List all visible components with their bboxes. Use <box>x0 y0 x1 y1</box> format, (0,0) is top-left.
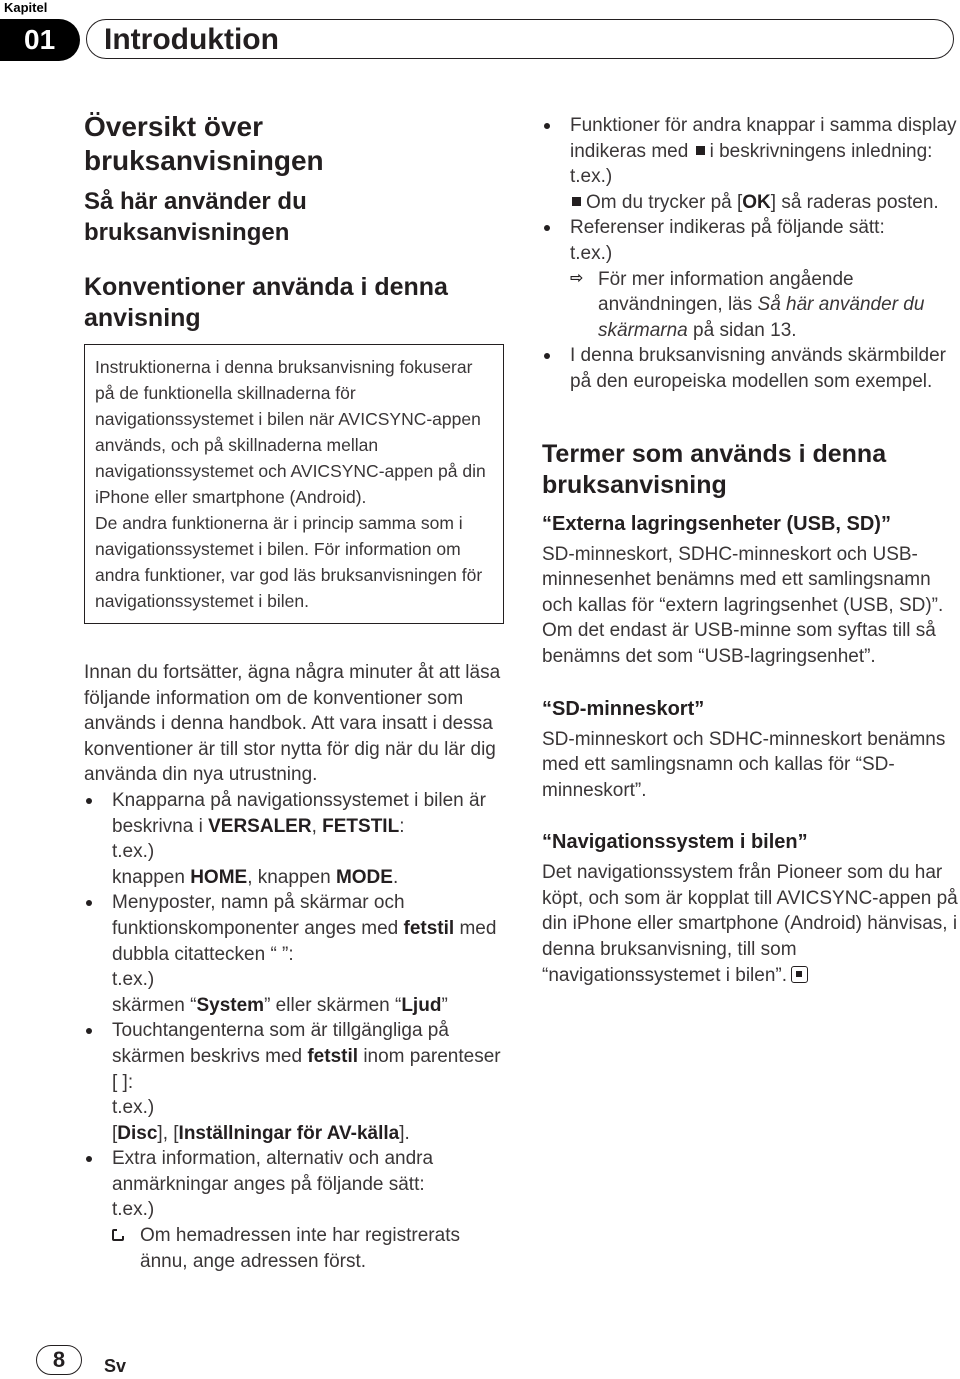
example-text: , knappen <box>247 866 331 888</box>
list-item-text: , <box>311 815 317 837</box>
note-checkbox-icon <box>112 1229 124 1241</box>
reference-text: För mer information angående användningen, läs <box>598 268 854 316</box>
square-marker-icon <box>696 146 705 155</box>
square-marker-icon <box>572 197 581 206</box>
list-item <box>84 788 504 890</box>
note-line <box>112 1223 504 1274</box>
info-box-paragraph-2: De andra funktionerna är i princip samma som i navigationssystemet i bilen. För information om andra funktioner, var god läs bruksanvisningen för navigationssystemet i bilen. <box>95 513 483 611</box>
example-text: ” eller skärmen “ <box>264 994 402 1016</box>
language-code: Sv <box>104 1356 127 1376</box>
list-item-text: I denna bruksanvisning används skärmbilder på den europeiska modellen som exempel. <box>570 345 946 392</box>
page-title: Översikt över bruksanvisningen <box>84 111 324 176</box>
term-heading-sd-card: “SD-minneskort” <box>542 697 705 720</box>
example-label: t.ex.) <box>112 1097 155 1119</box>
conventions-list-continued <box>542 113 960 395</box>
bold-text: FETSTIL <box>322 815 400 837</box>
bold-text: VERSALER <box>208 815 312 837</box>
end-of-section-icon <box>791 966 808 983</box>
chapter-label: Kapitel <box>4 0 48 15</box>
intro-paragraph: Innan du fortsätter, ägna några minuter åt att läsa följande information om de konventioner som används i denna handbok. Att vara insatt i dessa konventioner är till stor nytta för dig när du lär dig använda din nya utrustning. <box>84 662 501 786</box>
example-line <box>570 190 960 216</box>
reference-link-text: Så här använder du skärmarna <box>598 294 925 341</box>
example-text: ] så raderas posten. <box>770 191 939 213</box>
term-heading-navigation-system: “Navigationssystem i bilen” <box>542 831 808 854</box>
example-label: t.ex.) <box>112 1199 155 1221</box>
term-heading-external-storage: “Externa lagringsenheter (USB, SD)” <box>542 512 891 535</box>
right-column <box>542 113 960 988</box>
conventions-list <box>84 788 504 1274</box>
section-heading-conventions: Konventioner använda i denna anvisning <box>84 273 448 332</box>
list-item <box>84 1018 504 1146</box>
example-line <box>112 865 504 891</box>
list-item-text: Knapparna på navigationssystemet i bilen är beskrivna i <box>112 789 486 837</box>
list-item <box>542 113 960 215</box>
example-text: [ <box>112 1122 118 1144</box>
bold-text: HOME <box>190 866 248 888</box>
list-item-text: Menyposter, namn på skärmar och funktionskomponenter anges med <box>112 892 405 939</box>
example-label: t.ex.) <box>112 969 155 991</box>
example-text: ” <box>441 994 448 1016</box>
info-box <box>84 344 504 624</box>
reference-text: på sidan 13. <box>693 319 797 341</box>
bold-text: Ljud <box>401 994 442 1016</box>
list-item-text: med dubbla citattecken “ ”: <box>112 917 497 965</box>
bold-text: OK <box>742 191 771 213</box>
example-text: skärmen “ <box>112 994 197 1016</box>
term-body-navigation-system <box>542 860 960 988</box>
term-body-external-storage: SD-minneskort, SDHC-minneskort och USB-minnesenhet benämns med ett samlingsnamn och kallas för “extern lagringsenhet (USB, SD)”. Om det endast är USB-minne som syftas till så benämns det som “USB-lagringsenhet”. <box>542 543 944 667</box>
example-text: . <box>392 866 399 888</box>
term-body-text: Det navigationssystem från Pioneer som du har köpt, och som är kopplat till AVICSYNC-appen på din iPhone eller smartphone (Android) hänvisas, i denna bruksanvisning, till som “navigationssystemet i bilen”. <box>542 862 958 986</box>
page-number: 8 <box>36 1345 82 1375</box>
page-subtitle: Så här använder du bruksanvisningen <box>84 188 307 246</box>
list-item-text: Referenser indikeras på följande sätt: <box>570 217 885 239</box>
list-item <box>542 215 960 343</box>
example-text: knappen <box>112 866 185 888</box>
info-box-paragraph-1: Instruktionerna i denna bruksanvisning fokuserar på de funktionella skillnaderna för navigationssystemet i bilen när AVICSYNC-appen används, och på skillnaderna mellan navigationssystemet och AVICSYNC-appen på din iPhone eller smartphone (Android). <box>95 357 486 507</box>
bold-text: MODE <box>335 866 393 888</box>
example-text: Om du trycker på [ <box>586 191 743 213</box>
bold-text: System <box>196 994 265 1016</box>
list-item-text: inom parenteser [ ]: <box>112 1045 501 1093</box>
bold-text: Inställningar för AV-källa <box>178 1122 400 1144</box>
example-label: t.ex.) <box>570 242 613 264</box>
section-heading-terms: Termer som används i denna bruksanvisning <box>542 439 887 499</box>
chapter-number: 01 <box>0 19 80 61</box>
reference-line <box>570 267 960 344</box>
reference-arrow-icon: ⇨ <box>570 269 584 287</box>
list-item <box>84 890 504 1018</box>
list-item <box>542 343 960 394</box>
example-text: ]. <box>399 1122 410 1144</box>
chapter-title: Introduktion <box>104 23 279 56</box>
example-line <box>112 1121 504 1147</box>
list-item-text: Touchtangenterna som är tillgängliga på skärmen beskrivs med <box>112 1020 449 1067</box>
example-line <box>112 993 504 1019</box>
example-label: t.ex.) <box>112 841 155 863</box>
example-text: ], [ <box>157 1122 179 1144</box>
left-column <box>84 110 504 1274</box>
note-text: Om hemadressen inte har registrerats ännu, ange adressen först. <box>140 1225 460 1272</box>
term-body-sd-card: SD-minneskort och SDHC-minneskort benämns med ett samlingsnamn och kallas för “SD-minneskort”. <box>542 728 946 801</box>
list-item-text: : <box>399 815 405 837</box>
bold-text: fetstil <box>307 1045 359 1067</box>
list-item-text: i beskrivningens inledning: <box>709 140 933 162</box>
list-item-text: Extra information, alternativ och andra anmärkningar anges på följande sätt: <box>112 1148 434 1195</box>
list-item-text: Funktioner för andra knappar i samma display indikeras med <box>570 115 957 162</box>
bold-text: fetstil <box>403 917 455 939</box>
bold-text: Disc <box>117 1122 158 1144</box>
list-item <box>84 1146 504 1274</box>
example-label: t.ex.) <box>570 166 613 188</box>
